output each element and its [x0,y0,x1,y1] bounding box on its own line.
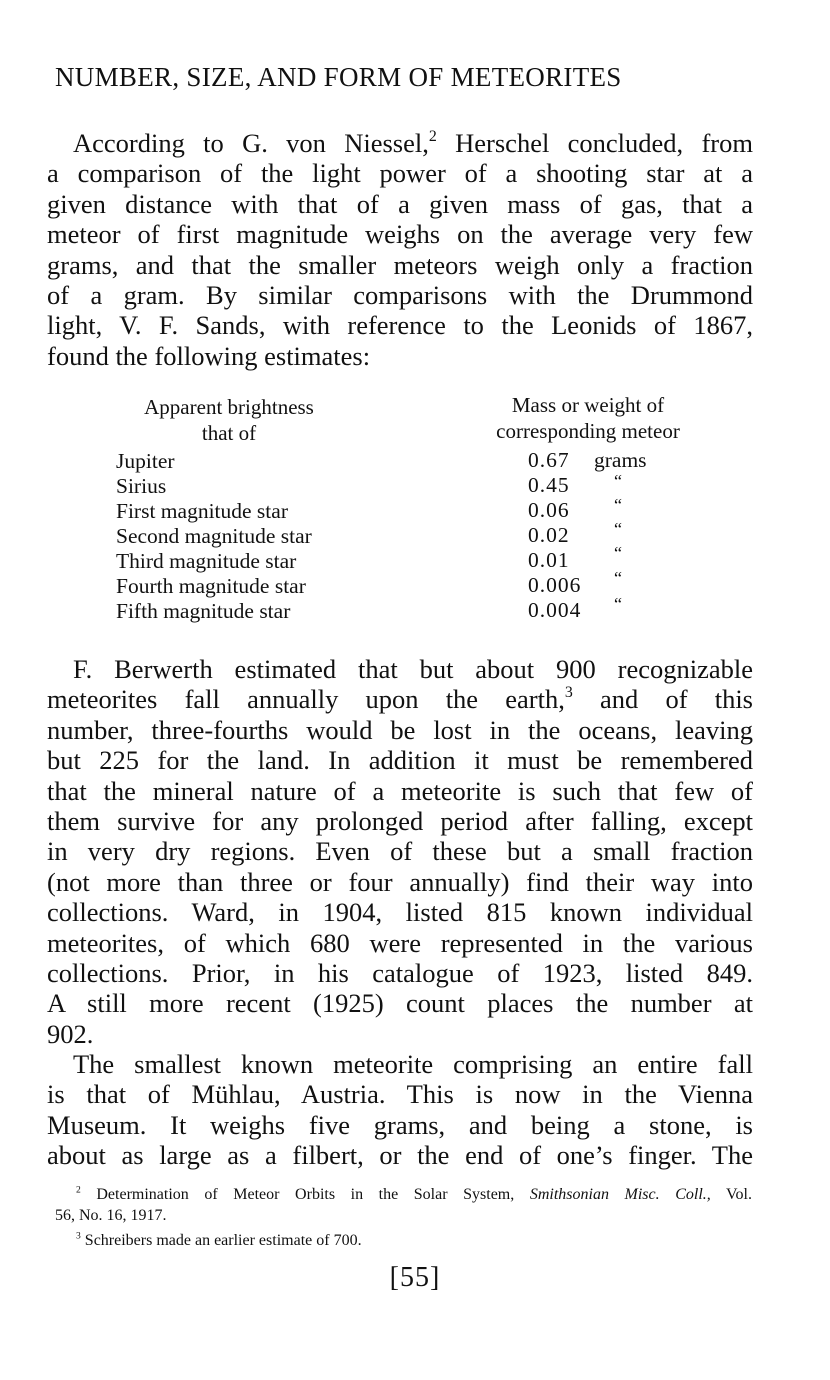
table-row-label: Third magnitude star [116,549,297,573]
paragraph-1-line-1 [47,128,753,158]
page-number: [55] [389,1262,441,1293]
table-row-value: 0.02 [528,523,570,547]
text-run: Schreibers made an earlier estimate of 700. [80,1232,362,1249]
footnote-2 [55,1184,752,1226]
paragraph-2-line-2 [47,684,753,714]
footnote-3-line [76,1230,773,1251]
paragraph-2-line: collections. Prior, in his catalogue of 1923, listed 849. [47,958,753,989]
paragraph-3 [47,1049,753,1171]
text-run: Determination of Meteor Orbits in the Solar System, [80,1186,530,1203]
paragraph-1-line: of a gram. By similar comparisons with the Drummond [47,280,753,311]
ditto-mark: “ [614,495,622,515]
ditto-mark: “ [614,594,622,614]
table-row-value: 0.45 [528,473,570,497]
paragraph-2-line: that the mineral nature of a meteorite is such that few of [47,775,753,806]
paragraph-1-line: grams, and that the smaller meteors weigh only a fraction [47,249,753,280]
table-row-label: Sirius [116,474,167,498]
header-line: Apparent brightness [144,395,314,419]
paragraph-3-line: Museum. It weighs five grams, and being a stone, is [47,1109,753,1140]
paragraph-2-line: (not more than three or four annually) find their way into [47,866,753,897]
table-row-label: Fourth magnitude star [116,574,306,598]
table-row-value: 0.06 [528,498,570,522]
text-run: According to G. von Niessel, [73,128,429,158]
paragraph-2-line: in very dry regions. Even of these but a small fraction [47,836,753,867]
header-line: Mass or weight of [511,393,665,417]
paragraph-1-line: given distance with that of a given mass of gas, that a [47,188,753,219]
table-row-value: 0.004 [528,598,582,622]
table-row-label: Second magnitude star [116,524,312,548]
paragraph-2-line: but 225 for the land. In addition it must be remembered [47,745,753,776]
footnote-2-line-2: 56, No. 16, 1917. [55,1207,167,1224]
paragraph-2-line: 902. [47,1018,94,1049]
footnote-marker: 3 [76,1230,81,1242]
paragraph-2 [47,654,753,1049]
paragraph-2-line: them survive for any prolonged period after falling, except [47,806,753,837]
table-row-label: First magnitude star [116,499,288,523]
footnote-ref-2[interactable]: 2 [428,127,437,145]
ditto-mark: “ [614,471,622,491]
paragraph-3-line: about as large as a filbert, or the end of one’s finger. The [47,1140,753,1171]
paragraph-2-line: number, three-fourths would be lost in the oceans, leaving [47,714,753,745]
paragraph-2-line: meteorites, of which 680 were represented in the various [47,927,753,958]
table-row-value: 0.01 [528,548,570,572]
ditto-mark: “ [614,519,622,539]
footnote-2-line-1 [55,1184,752,1205]
table-row-label: Fifth magnitude star [116,599,291,623]
table-header-brightness [116,394,342,446]
header-line: corresponding meteor [496,419,680,443]
paragraph-2-line-1: F. Berwerth estimated that but about 900 recognizable [73,654,753,684]
text-run: Vol. [710,1186,752,1203]
footnote-3 [76,1230,773,1251]
paragraph-2-line: A still more recent (1925) count places the number at [47,988,753,1019]
paragraph-3-line: is that of Mühlau, Austria. This is now in the Vienna [47,1079,753,1110]
paragraph-1 [47,128,753,371]
paragraph-1-line: light, V. F. Sands, with reference to the Leonids of 1867, [47,310,753,341]
footnote-ref-3[interactable]: 3 [564,684,573,702]
table-header-mass [470,392,706,444]
text-run: and of this [572,684,753,715]
running-head: NUMBER, SIZE, AND FORM OF METEORITES [55,62,622,92]
table-row-value: 0.67 [528,448,570,472]
journal-title: Smithsonian Misc. Coll., [529,1186,711,1203]
paragraph-1-line: meteor of first magnitude weighs on the average very few [47,219,753,250]
table-row-label: Jupiter [116,449,175,473]
paragraph-1-line: a comparison of the light power of a shooting star at a [47,158,753,189]
text-run: meteorites fall annually upon the earth, [47,684,565,715]
paragraph-1-line: found the following estimates: [47,340,371,371]
text-run: Herschel concluded, from [436,128,753,158]
table-row-unit: grams [594,448,647,472]
ditto-mark: “ [614,568,622,588]
paragraph-3-line: The smallest known meteorite comprising an entire fall [73,1049,753,1079]
ditto-mark: “ [614,543,622,563]
table-row-value: 0.006 [528,573,582,597]
paragraph-2-line: collections. Ward, in 1904, listed 815 known individual [47,897,753,928]
footnote-marker: 2 [76,1184,81,1196]
header-line: that of [201,421,257,445]
